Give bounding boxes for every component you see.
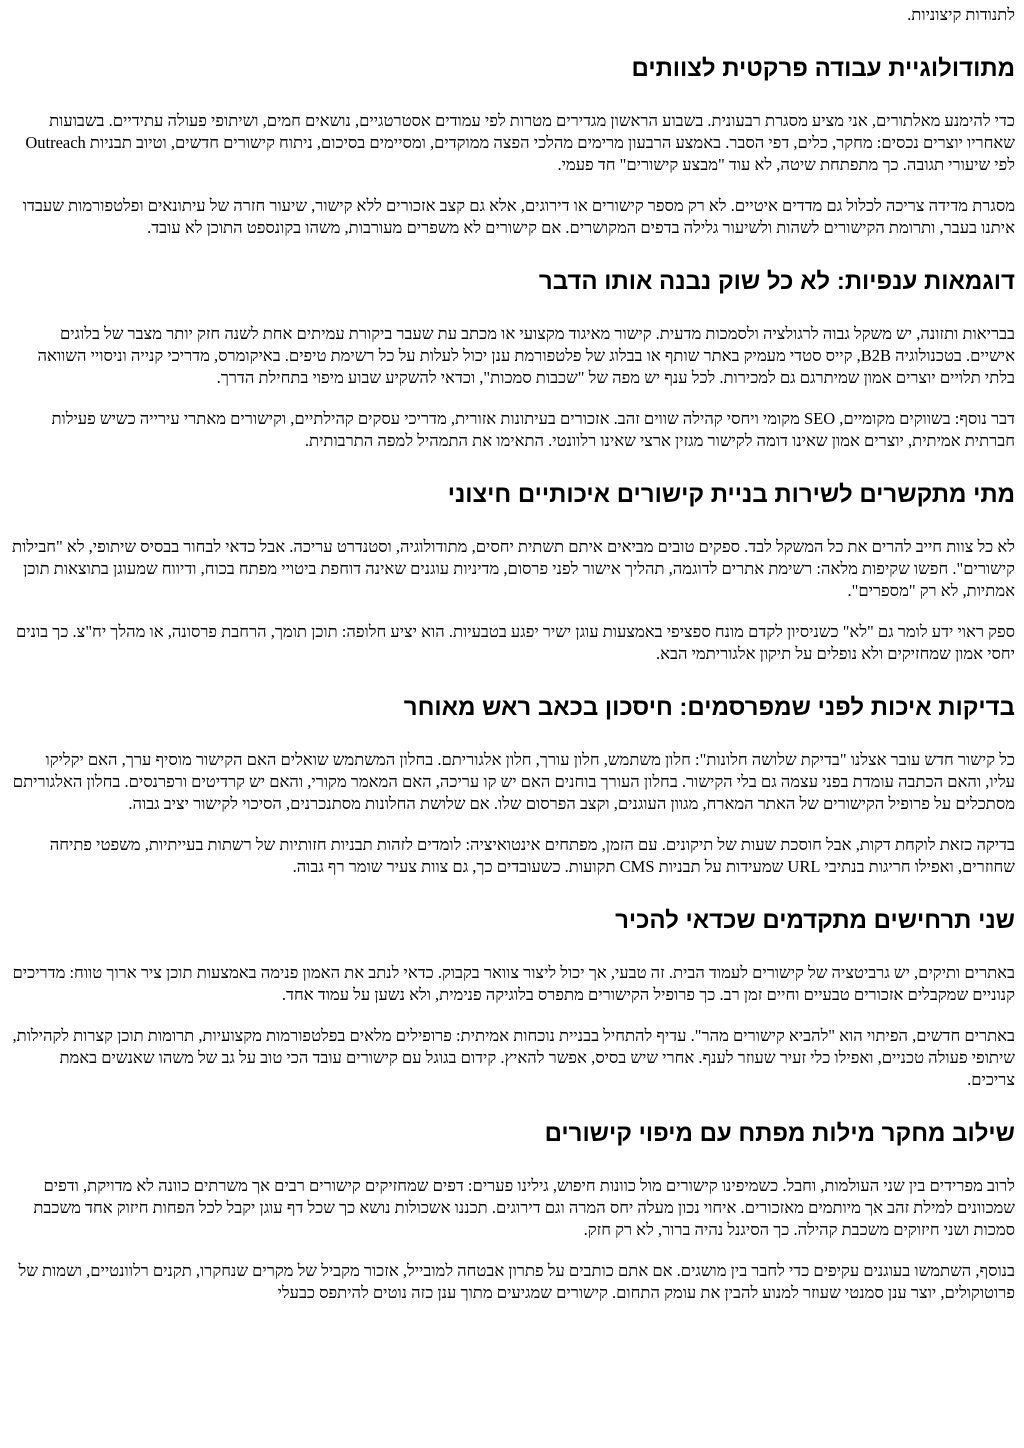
- paragraph: באתרים חדשים, הפיתוי הוא "להביא קישורים מהר". עדיף להתחיל בבניית נוכחות אמיתית: פרופילים מלאים בפלטפורמות מקצועיות, תרומות תוכן קצרות לקהילות, שיתופי פעולה טכניים, ואפילו כלי זעיר שעוזר לענף. אחרי שיש בסיס, אפשר להאיץ. קידום בגוגל עם קישורים עובד הכי טוב על גב של משהו שאנשים באמת צריכים.: [12, 1026, 1015, 1089]
- paragraph: לא כל צוות חייב להרים את כל המשקל לבד. ספקים טובים מביאים איתם תשתית יחסים, מתודולוגיה, וסטנדרט עריכה. אבל כדאי לבחור בבסיס שיתופי, לא "חבילות קישורים". חפשו שקיפות מלאה: רשימת אתרים לדוגמה, תהליך אישור לפני פרסום, מדיניות עוגנים שאינה דוחפת ביטויי מפתח בכוח, ודיווח שמעוגן בתוצאות תוכן אמתיות, לא רק "מספרים".: [12, 537, 1015, 600]
- lead-paragraph-fragment: לתנודות קיצוניות.: [907, 5, 1015, 24]
- section-heading-keyword-research: שילוב מחקר מילות מפתח עם מיפוי קישורים: [544, 1120, 1015, 1147]
- section-heading-quality-checks: בדיקות איכות לפני שמפרסמים: חיסכון בכאב ראש מאוחר: [403, 694, 1015, 721]
- paragraph: באתרים ותיקים, יש גרביטציה של קישורים לעמוד הבית. זה טבעי, אך יכול ליצור צוואר בקבוק. כדאי לנתב את האמון פנימה באמצעות תוכן ציר ארוך טווח: מדריכים קנוניים שמקבלים אזכורים טבעיים וחיים זמן רב. כך פרופיל הקישורים מתפרס בלוגיקה פנימית, ולא נשען על עמוד אחד.: [12, 963, 1015, 1004]
- paragraph: כל קישור חדש עובר אצלנו "בדיקת שלושה חלונות": חלון משתמש, חלון עורך, חלון אלגוריתם. בחלון המשתמש שואלים האם הקישור מוסיף ערך, האם יקליקו עליו, והאם הכתבה עומדת בפני עצמה גם בלי הקישור. בחלון העורך בוחנים האם יש קו עריכה, האם המאמר מקורי, והאם יש קרדיטים ורפרנסים. בחלון האלגוריתם מסתכלים על פרופיל הקישורים של האתר המארח, מגוון העוגנים, וקצב הפרסום שלו. אם שלושת החלונות מסתנכרנים, הסיכוי לקישור יציב גבוה.: [12, 750, 1015, 813]
- paragraph: בנוסף, השתמשו בעוגנים עקיפים כדי לחבר בין מושגים. אם אתם כותבים על פתרון אבטחה למובייל, אזכור מקביל של מקרים שנחקרו, תקנים רלוונטיים, ושמות של פרוטוקולים, יוצר ענן סמנטי שעוזר למנוע להבין את עומק התחום. קישורים שמגיעים מתוך ענן כזה נוטים להיתפס כבעלי: [18, 1261, 1015, 1302]
- paragraph: כדי להימנע מאלתורים, אני מציע מסגרת רבעונית. בשבוע הראשון מגדירים מטרות לפי עמודים אסטרטגיים, נושאים חמים, ושיתופי פעולה עתידיים. בשבועות שאחריו יוצרים נכסים: מחקר, כלים, דפי הסבר. באמצע הרבעון מרימים מהלכי הפצה ממוקדים, ומסיימים בסיכום, ניתוח קישורים חדשים, וטיוב תבניות Outreach לפי שיעורי תגובה. כך מתפתחת שיטה, לא עוד "מבצע קישורים" חד פעמי.: [25, 111, 1015, 174]
- section-heading-methodology: מתודולוגיית עבודה פרקטית לצוותים: [631, 55, 1015, 82]
- paragraph: בבריאות ותזונה, יש משקל גבוה לרגולציה ולסמכות מדעית. קישור מאיגוד מקצועי או מכתב עת שעבר ביקורת עמיתים אחת לשנה חזק יותר מצבר של בלוגים אישיים. בטכנולוגיה B2B, קייס סטדי מעמיק באתר שותף או בבלוג של פלטפורמת ענן יכול לעלות על כל רשימת טיפים. באיקומרס, מדריכי קנייה וניסויי השוואה בלתי תלויים יוצרים אמון שמיתרגם גם למכירות. לכל ענף יש מפה של "שכבות סמכות", וכדאי להשקיע שבוע מיפוי בתחילת הדרך.: [37, 324, 1015, 387]
- section-heading-industry-examples: דוגמאות ענפיות: לא כל שוק נבנה אותו הדבר: [538, 268, 1015, 295]
- paragraph: בדיקה כזאת לוקחת דקות, אבל חוסכת שעות של תיקונים. עם הזמן, מפתחים אינטואיציה: לומדים לזהות תבניות חזותיות של רשתות בעייתיות, משפטי פתיחה שחוזרים, ואפילו חריגות בנתיבי URL שמעידות על תבניות CMS תקועות. כשעובדים כך, גם צוות צעיר שומר רף גבוה.: [49, 835, 1015, 876]
- paragraph: דבר נוסף: בשווקים מקומיים, SEO מקומי ויחסי קהילה שווים זהב. אזכורים בעיתונות אזורית, מדריכי עסקים קהילתיים, וקישורים מאתרי עירייה כשיש פעילות חברתית אמיתית, יוצרים אמון שאינו דומה לקישור מגזין ארצי שאינו רלוונטי. התאימו את התמהיל למפה התרבותית.: [51, 409, 1015, 450]
- section-heading-external-service: מתי מתקשרים לשירות בניית קישורים איכותיים חיצוני: [447, 481, 1015, 508]
- paragraph: ספק ראוי ידע לומר גם "לא" כשניסיון לקדם מונח ספציפי באמצעות עוגן ישיר יפגע בטבעיות. הוא יציע חלופה: תוכן תומך, הרחבת פרסונה, או מהלך יח"צ. כך בונים יחסי אמון שמחזיקים ולא נופלים על תיקון אלגוריתמי הבא.: [15, 622, 1015, 663]
- section-heading-advanced-scenarios: שני תרחישים מתקדמים שכדאי להכיר: [615, 907, 1015, 934]
- paragraph: מסגרת מדידה צריכה לכלול גם מדדים איטיים. לא רק מספר קישורים או דירוגים, אלא גם קצב אזכורים ללא קישור, שיעור חזרה של עיתונאים ופלטפורמות שעבדו איתנו בעבר, ותרומת הקישורים לשהות ולשיעור גלילה בדפים המקושרים. אם קישורים לא משפרים מעורבות, משהו בקונספט התוכן לא עובד.: [22, 196, 1015, 237]
- paragraph: לרוב מפרידים בין שני העולמות, וחבל. כשמיפינו קישורים מול כוונות חיפוש, גילינו פערים: דפים שמחזיקים קישורים רבים אך משרתים כוונה לא מדויקת, ודפים שמכוונים למילת זהב אך מיותמים מאזכורים. איחוי נכון מעלה יחס המרה וגם דירוגים. תכננו אשכולות נושא כך שכל דף עוגן יקבל לכל הפחות חיזוק אחד משכבת סמכות ושני חיזוקים משכבת קהילה. כך הסיגנל נהיה ברור, לא רק חזק.: [33, 1176, 1015, 1239]
